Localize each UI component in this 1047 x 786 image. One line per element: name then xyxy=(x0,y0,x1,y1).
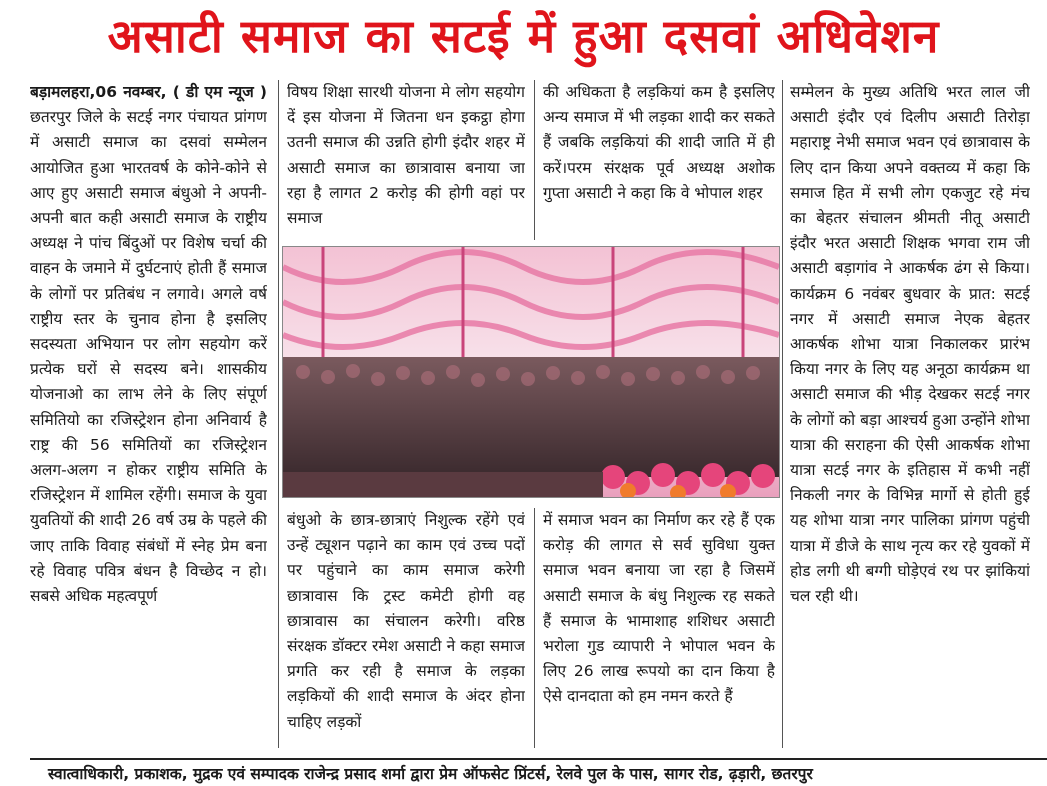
article-text-2a: विषय शिक्षा सारथी योजना मे लोग सहयोग दें इस योजना में जितना धन इकट्ठा होगा उतनी समाज की उन्नति होगी इंदौर शहर में असाटी समाज का छात्रावास बनाया जा रहा है लागत 2 करोड़ की होगी वहां पर समाज xyxy=(287,83,525,228)
event-photo-illustration xyxy=(283,247,779,497)
event-crowd-photo xyxy=(282,246,780,498)
headline: असाटी समाज का सटई में हुआ दसवां अधिवेशन xyxy=(107,9,940,63)
article-text-3a: की अधिकता है लड़कियां कम है इसलिए अन्य समाज में भी लड़का शादी कर सकते हैं जबकि लड़कियां की शादी जाति में ही करें।परम संरक्षक पूर्व अध्यक्ष अशोक गुप्ता असाटी ने कहा कि वे भोपाल शहर xyxy=(543,83,775,202)
article-column-4 xyxy=(790,80,1030,750)
column-divider xyxy=(278,80,279,748)
column-divider xyxy=(534,80,535,240)
floor xyxy=(283,472,603,497)
article-column-2-bottom xyxy=(287,508,525,750)
article-text-2b: बंधुओ के छात्र-छात्राएं निशुल्क रहेंगे एवं उन्हें ट्यूशन पढ़ाने का काम एवं उच्च पदों पर पहुंचाने का काम समाज करेगी छात्रावास कि ट्रस्ट कमेटी होगी वह छात्रावास का संचालन करेगी। वरिष्ठ संरक्षक डॉक्टर रमेश असाटी ने कहा समाज प्रगति कर रही है समाज के लड़का लड़कियों की शादी समाज के अंदर होना चाहिए लड़कों xyxy=(287,511,525,731)
article-column-2-top xyxy=(287,80,525,240)
column-divider xyxy=(782,80,783,748)
article-column-3-bottom xyxy=(543,508,775,750)
article-column-3-top xyxy=(543,80,775,240)
imprint-footer: स्वात्वाधिकारी, प्रकाशक, मुद्रक एवं सम्पादक राजेन्द्र प्रसाद शर्मा द्वारा प्रेम ऑफसेट प्रिंटर्स, रेलवे पुल के पास, सागर रोड, ढ़ड़ारी, छतरपुर xyxy=(30,758,1047,786)
article-text-4: सम्मेलन के मुख्य अतिथि भरत लाल जी असाटी इंदौर एवं दिलीप असाटी तिरोड़ा महाराष्ट्र नेभी समाज भवन एवं छात्रावास के लिए दान किया अपने वक्तव्य में कहा कि समाज हित में सभी लोग एकजुट रहे मंच का बेहतर संचालन श्रीमती नीतू असाटी इंदौर भरत असाटी शिक्षक भगवा राम जी असाटी बड़ागांव ने आकर्षक ढंग से किया। कार्यक्रम 6 नवंबर बुधवार के प्रात: सटई नगर में असाटी समाज नेएक बेहतर आकर्षक शोभा यात्रा निकालकर प्रारंभ किया नगर के लिए यह अनूठा कार्यक्रम था असाटी समाज की भीड़ देखकर सटई नगर के लोगों को बड़ा आश्चर्य हुआ उन्होंने शोभा यात्रा की सराहना की ऐसी आकर्षक शोभा यात्रा सटई नगर के इतिहास में कभी नहीं निकली नगर के विभिन्न मार्गो से होती हुई यह शोभा यात्रा नगर पालिका प्रांगण पहुंची यात्रा में डीजे के साथ नृत्य कर रहे युवकों में होड लगी थी बग्गी घोड़ेएवं रथ पर झांकियां चल रही थी। xyxy=(790,83,1030,606)
article-column-1 xyxy=(30,80,267,750)
column-divider xyxy=(534,508,535,748)
dateline: बड़ामलहरा,06 नवम्बर, ( डी एम न्यूज ) xyxy=(30,83,267,101)
article-text-3b: में समाज भवन का निर्माण कर रहे हैं एक करोड़ की लागत से सर्व सुविधा युक्त समाज भवन बनाया जा रहा है जिसमें असाटी समाज के बंधु निशुल्क रह सकते हैं समाज के भामाशाह शशिधर असाटी भरोला गुड व्यापारी ने भोपाल भवन के लिए 26 लाख रूपयो का दान किया है ऐसे दानदाता को हम नमन करते हैं xyxy=(543,511,775,706)
article-text-1: छतरपुर जिले के सटई नगर पंचायत प्रांगण में असाटी समाज का दसवां सम्मेलन आयोजित हुआ भारतवर्ष के कोने-कोने से आए हुए असाटी समाज बंधुओ ने अपनी-अपनी बात कही असाटी समाज के राष्ट्रीय अध्यक्ष ने पांच बिंदुओं पर विशेष चर्चा की वाहन के जमाने में दुर्घटनाएं होती हैं समाज के लोगों पर प्रतिबंध न लगावे। अगले वर्ष राष्ट्रीय स्तर के चुनाव होना है इसलिए सदस्यता अभियान पर लोग सहयोग करें प्रत्येक घरों से सदस्य बने। शासकीय योजनाओ का लाभ लेने के लिए संपूर्ण समितियो का रजिस्ट्रेशन होना अनिवार्य है राष्ट्र की 56 समितियों का रजिस्ट्रेशन अलग-अलग न होकर राष्ट्रीय समिति के रजिस्ट्रेशन में शामिल रहेंगी। समाज के युवा युवतियों की शादी 26 वर्ष उम्र के पहले की जाए ताकि विवाह संबंधों में स्नेह प्रेम बना रहे विवाह पवित्र बंधन है विच्छेद न हो। सबसे अधिक महत्वपूर्ण xyxy=(30,108,267,606)
